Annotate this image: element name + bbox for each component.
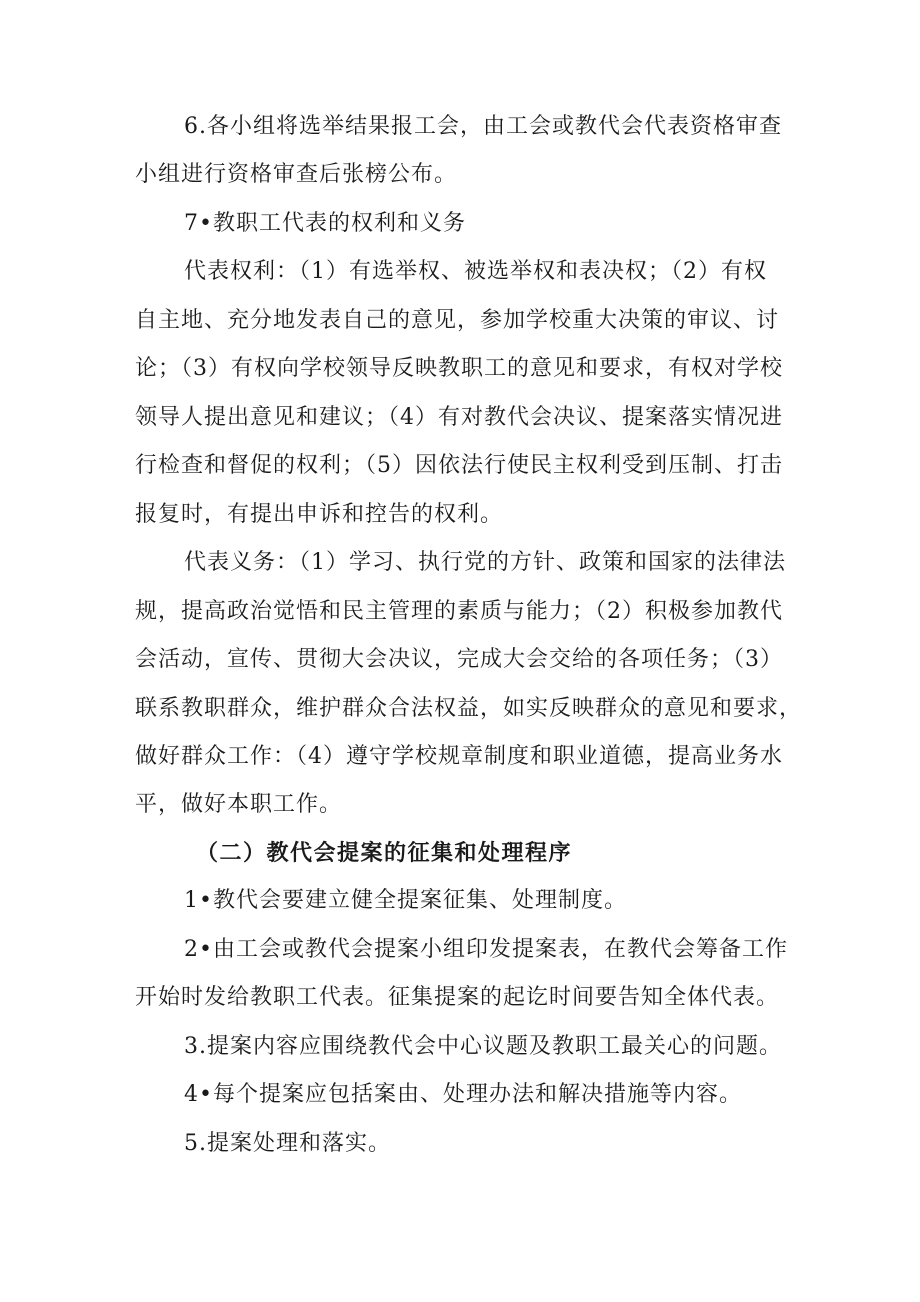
paragraph-line: 7•教职工代表的权利和义务 bbox=[184, 211, 466, 236]
paragraph-line: 自主地、充分地发表自己的意见，参加学校重大决策的审议、讨 bbox=[135, 308, 780, 333]
paragraph-line: 6.各小组将选举结果报工会，由工会或教代会代表资格审查 bbox=[184, 114, 782, 139]
paragraph-line: 5.提案处理和落实。 bbox=[184, 1131, 391, 1156]
paragraph-line: 联系教职群众，维护群众合法权益，如实反映群众的意见和要求， bbox=[135, 696, 803, 721]
paragraph-line: 3.提案内容应围绕教代会中心议题及教职工最关心的问题。 bbox=[184, 1034, 782, 1059]
paragraph-line: 论；（3）有权向学校领导反映教职工的意见和要求，有权对学校 bbox=[135, 356, 783, 381]
paragraph-line: 2•由工会或教代会提案小组印发提案表，在教代会筹备工作 bbox=[184, 937, 788, 962]
paragraph-line: 代表义务：（1）学习、执行党的方针、政策和国家的法律法 bbox=[184, 550, 786, 575]
paragraph-line: 代表权利：（1）有选举权、被选举权和表决权；（2）有权 bbox=[184, 259, 767, 284]
paragraph-line: 领导人提出意见和建议；（4）有对教代会决议、提案落实情况进 bbox=[135, 405, 783, 430]
paragraph-line: 小组进行资格审查后张榜公布。 bbox=[135, 162, 458, 187]
paragraph-line: 平，做好本职工作。 bbox=[135, 792, 343, 817]
paragraph-line: 报复时，有提出申诉和控告的权利。 bbox=[135, 502, 504, 527]
paragraph-line: 会活动，宣传、贯彻大会决议，完成大会交给的各项任务；（3） bbox=[135, 647, 783, 672]
paragraph-line: 做好群众工作：（4）遵守学校规章制度和职业道德，提高业务水 bbox=[135, 744, 783, 769]
paragraph-line: 行检查和督促的权利；（5）因依法行使民主权利受到压制、打击 bbox=[135, 453, 783, 478]
paragraph-line: 开始时发给教职工代表。征集提案的起讫时间要告知全体代表。 bbox=[135, 985, 780, 1010]
section-heading: （二）教代会提案的征集和处理程序 bbox=[196, 840, 573, 866]
paragraph-line: 规，提高政治觉悟和民主管理的素质与能力；（2）积极参加教代 bbox=[135, 599, 783, 624]
paragraph-line: 1•教代会要建立健全提案征集、处理制度。 bbox=[184, 888, 627, 913]
paragraph-line: 4•每个提案应包括案由、处理办法和解决措施等内容。 bbox=[184, 1082, 742, 1107]
